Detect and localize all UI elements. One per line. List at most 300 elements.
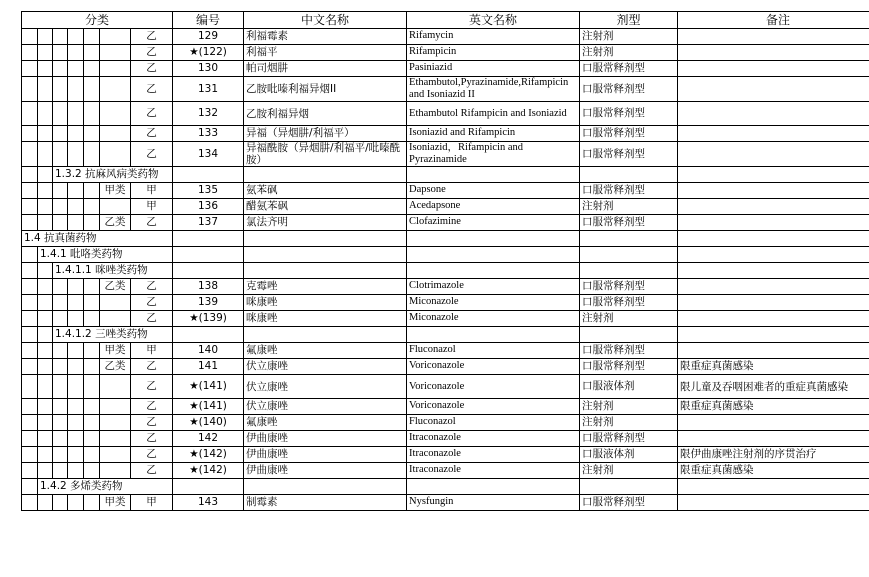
empty-cell [580, 231, 678, 247]
indent-cell [22, 431, 38, 447]
number-cell: ★(141) [173, 375, 244, 399]
chinese-name-cell: 伏立康唑 [244, 375, 407, 399]
indent-cell [22, 415, 38, 431]
chinese-name-cell: 伊曲康唑 [244, 447, 407, 463]
class-cell: 甲类 [100, 495, 131, 511]
table-row [22, 311, 869, 327]
indent-cell [38, 431, 53, 447]
table-row [22, 359, 869, 375]
chinese-name-cell: 氨苯砜 [244, 183, 407, 199]
empty-cell [407, 167, 580, 183]
dosage-form-cell: 口服液体剂 [580, 375, 678, 399]
english-name-cell: Miconazole [407, 311, 580, 327]
indent-cell [53, 311, 68, 327]
chinese-name-cell: 利福平 [244, 45, 407, 61]
indent-cell [53, 45, 68, 61]
chinese-name-cell: 氟康唑 [244, 415, 407, 431]
indent-cell [53, 61, 68, 77]
empty-cell [173, 167, 244, 183]
grade-cell: 乙 [131, 142, 173, 167]
dosage-form-cell: 口服常释剂型 [580, 431, 678, 447]
number-cell: 138 [173, 279, 244, 295]
dosage-form-cell: 注射剂 [580, 415, 678, 431]
grade-cell: 乙 [131, 45, 173, 61]
class-cell: 乙类 [100, 215, 131, 231]
class-cell [100, 61, 131, 77]
indent-cell [84, 447, 100, 463]
header-category: 分类 [22, 12, 173, 29]
indent-cell [38, 183, 53, 199]
indent-cell [22, 167, 38, 183]
dosage-form-cell: 口服常释剂型 [580, 343, 678, 359]
table-row [22, 295, 869, 311]
indent-cell [38, 77, 53, 102]
indent-cell [84, 126, 100, 142]
indent-cell [68, 415, 84, 431]
remarks-cell: 限重症真菌感染 [678, 399, 869, 415]
empty-cell [407, 231, 580, 247]
indent-cell [22, 142, 38, 167]
indent-cell [53, 343, 68, 359]
dosage-form-cell: 口服常释剂型 [580, 142, 678, 167]
empty-cell [173, 263, 244, 279]
number-cell: ★(140) [173, 415, 244, 431]
table-row [22, 77, 869, 102]
indent-cell [84, 77, 100, 102]
remarks-cell [678, 311, 869, 327]
english-name-cell: Ethambutol Rifampicin and Isoniazid [407, 102, 580, 126]
indent-cell [38, 311, 53, 327]
indent-cell [53, 399, 68, 415]
empty-cell [173, 231, 244, 247]
indent-cell [84, 399, 100, 415]
class-cell [100, 199, 131, 215]
dosage-form-cell: 注射剂 [580, 45, 678, 61]
indent-cell [22, 77, 38, 102]
english-name-cell: Itraconazole [407, 447, 580, 463]
indent-cell [68, 295, 84, 311]
indent-cell [53, 495, 68, 511]
class-cell [100, 375, 131, 399]
remarks-cell [678, 102, 869, 126]
remarks-cell [678, 61, 869, 77]
indent-cell [53, 295, 68, 311]
number-cell: ★(141) [173, 399, 244, 415]
empty-cell [244, 263, 407, 279]
empty-cell [407, 327, 580, 343]
dosage-form-cell: 口服常释剂型 [580, 126, 678, 142]
indent-cell [53, 463, 68, 479]
remarks-cell [678, 183, 869, 199]
indent-cell [22, 311, 38, 327]
indent-cell [53, 279, 68, 295]
indent-cell [38, 102, 53, 126]
indent-cell [53, 447, 68, 463]
class-cell [100, 415, 131, 431]
english-name-cell: Fluconazol [407, 343, 580, 359]
indent-cell [68, 447, 84, 463]
empty-cell [407, 247, 580, 263]
indent-cell [84, 45, 100, 61]
class-cell: 乙类 [100, 279, 131, 295]
indent-cell [68, 463, 84, 479]
indent-cell [68, 183, 84, 199]
class-cell [100, 447, 131, 463]
section-row [22, 247, 869, 263]
empty-cell [580, 167, 678, 183]
remarks-cell [678, 142, 869, 167]
indent-cell [68, 399, 84, 415]
remarks-cell [678, 343, 869, 359]
indent-cell [38, 295, 53, 311]
dosage-form-cell: 口服常释剂型 [580, 295, 678, 311]
indent-cell [68, 495, 84, 511]
number-cell: 142 [173, 431, 244, 447]
grade-cell: 乙 [131, 463, 173, 479]
number-cell: ★(139) [173, 311, 244, 327]
indent-cell [38, 215, 53, 231]
grade-cell: 乙 [131, 215, 173, 231]
indent-cell [38, 463, 53, 479]
english-name-cell: Acedapsone [407, 199, 580, 215]
section-label: 1.4.1 吡咯类药物 [38, 247, 173, 263]
chinese-name-cell: 利福霉素 [244, 29, 407, 45]
indent-cell [53, 29, 68, 45]
section-row [22, 263, 869, 279]
english-name-cell: Isoniazid and Rifampicin [407, 126, 580, 142]
class-cell [100, 77, 131, 102]
remarks-cell [678, 199, 869, 215]
section-label: 1.4.2 多烯类药物 [38, 479, 173, 495]
number-cell: 132 [173, 102, 244, 126]
indent-cell [38, 375, 53, 399]
remarks-cell: 限重症真菌感染 [678, 463, 869, 479]
remarks-cell [678, 215, 869, 231]
indent-cell [22, 247, 38, 263]
indent-cell [84, 463, 100, 479]
chinese-name-cell: 伏立康唑 [244, 399, 407, 415]
table-row [22, 343, 869, 359]
indent-cell [68, 45, 84, 61]
grade-cell: 甲 [131, 495, 173, 511]
english-name-cell: Dapsone [407, 183, 580, 199]
table-row [22, 45, 869, 61]
indent-cell [38, 327, 53, 343]
chinese-name-cell: 伊曲康唑 [244, 463, 407, 479]
dosage-form-cell: 口服常释剂型 [580, 359, 678, 375]
grade-cell: 乙 [131, 61, 173, 77]
indent-cell [68, 311, 84, 327]
number-cell: 133 [173, 126, 244, 142]
chinese-name-cell: 氯法齐明 [244, 215, 407, 231]
table-row [22, 215, 869, 231]
dosage-form-cell: 口服常释剂型 [580, 183, 678, 199]
header-remarks: 备注 [678, 12, 869, 29]
chinese-name-cell: 乙胺吡嗪利福异烟II [244, 77, 407, 102]
table-row [22, 279, 869, 295]
dosage-form-cell: 注射剂 [580, 463, 678, 479]
grade-cell: 乙 [131, 399, 173, 415]
indent-cell [22, 263, 38, 279]
section-label: 1.4.1.1 咪唑类药物 [53, 263, 173, 279]
table-row [22, 183, 869, 199]
number-cell: 139 [173, 295, 244, 311]
indent-cell [38, 359, 53, 375]
section-row [22, 327, 869, 343]
grade-cell: 乙 [131, 279, 173, 295]
section-label: 1.4 抗真菌药物 [22, 231, 173, 247]
header-number: 编号 [173, 12, 244, 29]
indent-cell [22, 447, 38, 463]
indent-cell [22, 295, 38, 311]
chinese-name-cell: 异福（异烟肼/利福平） [244, 126, 407, 142]
chinese-name-cell: 伏立康唑 [244, 359, 407, 375]
indent-cell [84, 183, 100, 199]
remarks-cell [678, 29, 869, 45]
indent-cell [53, 215, 68, 231]
table-row [22, 495, 869, 511]
class-cell [100, 126, 131, 142]
indent-cell [38, 447, 53, 463]
remarks-cell [678, 415, 869, 431]
class-cell: 乙类 [100, 359, 131, 375]
section-row [22, 479, 869, 495]
number-cell: 140 [173, 343, 244, 359]
dosage-form-cell: 注射剂 [580, 199, 678, 215]
table-header-row [22, 12, 869, 29]
english-name-cell: Voriconazole [407, 359, 580, 375]
table-row [22, 29, 869, 45]
indent-cell [22, 102, 38, 126]
indent-cell [84, 375, 100, 399]
english-name-cell: Ethambutol,Pyrazinamide,Rifampicin and Isoniazid II [407, 77, 580, 102]
indent-cell [53, 126, 68, 142]
english-name-cell: Voriconazole [407, 399, 580, 415]
chinese-name-cell: 咪康唑 [244, 311, 407, 327]
english-name-cell: Clotrimazole [407, 279, 580, 295]
empty-cell [678, 263, 869, 279]
english-name-cell: Itraconazole [407, 431, 580, 447]
number-cell: 136 [173, 199, 244, 215]
grade-cell: 乙 [131, 447, 173, 463]
english-name-cell: Rifamycin [407, 29, 580, 45]
indent-cell [22, 463, 38, 479]
chinese-name-cell: 异福酰胺（异烟肼/利福平/吡嗪酰胺） [244, 142, 407, 167]
number-cell: ★(122) [173, 45, 244, 61]
indent-cell [68, 359, 84, 375]
dosage-form-cell: 注射剂 [580, 29, 678, 45]
grade-cell: 甲 [131, 183, 173, 199]
indent-cell [22, 215, 38, 231]
indent-cell [38, 61, 53, 77]
remarks-cell [678, 295, 869, 311]
indent-cell [84, 29, 100, 45]
empty-cell [244, 247, 407, 263]
indent-cell [38, 399, 53, 415]
indent-cell [53, 142, 68, 167]
table-row [22, 61, 869, 77]
header-chinese-name: 中文名称 [244, 12, 407, 29]
drug-catalog-page [21, 11, 869, 511]
chinese-name-cell: 制霉素 [244, 495, 407, 511]
class-cell [100, 142, 131, 167]
indent-cell [53, 183, 68, 199]
indent-cell [22, 375, 38, 399]
number-cell: 130 [173, 61, 244, 77]
grade-cell: 乙 [131, 415, 173, 431]
table-row [22, 431, 869, 447]
indent-cell [84, 311, 100, 327]
table-row [22, 375, 869, 399]
dosage-form-cell: 口服常释剂型 [580, 61, 678, 77]
remarks-cell [678, 279, 869, 295]
chinese-name-cell: 乙胺利福异烟 [244, 102, 407, 126]
remarks-cell: 限伊曲康唑注射剂的序贯治疗 [678, 447, 869, 463]
indent-cell [22, 495, 38, 511]
indent-cell [38, 415, 53, 431]
indent-cell [38, 495, 53, 511]
indent-cell [84, 495, 100, 511]
table-row [22, 447, 869, 463]
remarks-cell [678, 77, 869, 102]
indent-cell [84, 61, 100, 77]
grade-cell: 甲 [131, 343, 173, 359]
remarks-cell [678, 495, 869, 511]
grade-cell: 乙 [131, 295, 173, 311]
section-label: 1.3.2 抗麻风病类药物 [53, 167, 173, 183]
empty-cell [244, 327, 407, 343]
class-cell [100, 399, 131, 415]
indent-cell [22, 45, 38, 61]
indent-cell [84, 215, 100, 231]
remarks-cell [678, 45, 869, 61]
empty-cell [407, 263, 580, 279]
grade-cell: 乙 [131, 359, 173, 375]
section-row [22, 231, 869, 247]
english-name-cell: Fluconazol [407, 415, 580, 431]
indent-cell [22, 29, 38, 45]
empty-cell [244, 479, 407, 495]
indent-cell [38, 167, 53, 183]
indent-cell [68, 375, 84, 399]
indent-cell [68, 215, 84, 231]
chinese-name-cell: 伊曲康唑 [244, 431, 407, 447]
chinese-name-cell: 帕司烟肼 [244, 61, 407, 77]
table-row [22, 463, 869, 479]
indent-cell [38, 126, 53, 142]
grade-cell: 乙 [131, 126, 173, 142]
class-cell [100, 29, 131, 45]
empty-cell [173, 479, 244, 495]
dosage-form-cell: 口服液体剂 [580, 447, 678, 463]
empty-cell [407, 479, 580, 495]
indent-cell [84, 359, 100, 375]
indent-cell [38, 263, 53, 279]
indent-cell [84, 431, 100, 447]
table-row [22, 199, 869, 215]
english-name-cell: Nysfungin [407, 495, 580, 511]
empty-cell [244, 167, 407, 183]
indent-cell [38, 199, 53, 215]
chinese-name-cell: 克霉唑 [244, 279, 407, 295]
empty-cell [580, 247, 678, 263]
indent-cell [84, 102, 100, 126]
class-cell: 甲类 [100, 183, 131, 199]
english-name-cell: Pasiniazid [407, 61, 580, 77]
grade-cell: 乙 [131, 375, 173, 399]
indent-cell [68, 279, 84, 295]
empty-cell [678, 167, 869, 183]
grade-cell: 乙 [131, 431, 173, 447]
chinese-name-cell: 氟康唑 [244, 343, 407, 359]
table-row [22, 415, 869, 431]
dosage-form-cell: 口服常释剂型 [580, 102, 678, 126]
remarks-cell: 限儿童及吞咽困难者的重症真菌感染 [678, 375, 869, 399]
indent-cell [38, 45, 53, 61]
grade-cell: 乙 [131, 102, 173, 126]
table-row [22, 399, 869, 415]
indent-cell [22, 126, 38, 142]
indent-cell [22, 199, 38, 215]
class-cell: 甲类 [100, 343, 131, 359]
dosage-form-cell: 口服常释剂型 [580, 77, 678, 102]
indent-cell [53, 199, 68, 215]
chinese-name-cell: 咪康唑 [244, 295, 407, 311]
indent-cell [22, 183, 38, 199]
number-cell: ★(142) [173, 463, 244, 479]
chinese-name-cell: 醋氨苯砜 [244, 199, 407, 215]
empty-cell [580, 479, 678, 495]
number-cell: 135 [173, 183, 244, 199]
indent-cell [68, 142, 84, 167]
dosage-form-cell: 口服常释剂型 [580, 495, 678, 511]
indent-cell [53, 77, 68, 102]
english-name-cell: Clofazimine [407, 215, 580, 231]
number-cell: 141 [173, 359, 244, 375]
indent-cell [53, 431, 68, 447]
indent-cell [22, 279, 38, 295]
indent-cell [38, 279, 53, 295]
remarks-cell: 限重症真菌感染 [678, 359, 869, 375]
empty-cell [678, 231, 869, 247]
indent-cell [68, 102, 84, 126]
empty-cell [678, 327, 869, 343]
indent-cell [53, 359, 68, 375]
indent-cell [68, 199, 84, 215]
header-dosage-form: 剂型 [580, 12, 678, 29]
table-row [22, 142, 869, 167]
number-cell: ★(142) [173, 447, 244, 463]
indent-cell [53, 375, 68, 399]
number-cell: 134 [173, 142, 244, 167]
english-name-cell: Itraconazole [407, 463, 580, 479]
remarks-cell [678, 431, 869, 447]
grade-cell: 甲 [131, 199, 173, 215]
english-name-cell: Miconazole [407, 295, 580, 311]
indent-cell [53, 102, 68, 126]
dosage-form-cell: 注射剂 [580, 399, 678, 415]
number-cell: 137 [173, 215, 244, 231]
dosage-form-cell: 注射剂 [580, 311, 678, 327]
indent-cell [22, 327, 38, 343]
indent-cell [84, 415, 100, 431]
indent-cell [22, 343, 38, 359]
indent-cell [53, 415, 68, 431]
grade-cell: 乙 [131, 29, 173, 45]
remarks-cell [678, 126, 869, 142]
table-row [22, 102, 869, 126]
english-name-cell: Voriconazole [407, 375, 580, 399]
